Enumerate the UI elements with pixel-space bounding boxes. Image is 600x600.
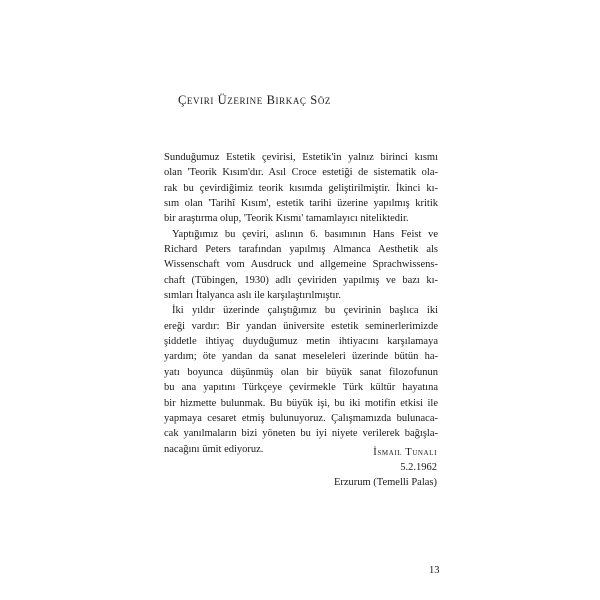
- text-line: chaft (Tübingen, 1930) adlı çeviriden yapılmış ve bazı kı-: [164, 274, 438, 286]
- signature-place: Erzurum (Temelli Palas): [333, 477, 437, 488]
- text-line: Richard Peters tarafından yapılmış Almanca Aesthetik als: [164, 244, 438, 256]
- text-line: ereği vardır: Bir yandan üniversite estetik seminerlerimizde: [164, 320, 438, 332]
- text-line: bir hizmette bulunmak. Bu büyük işi, bu iki motifin etkisi ile: [164, 397, 438, 409]
- text-line: bir araştırma olup, 'Teorik Kısmı' tamamlayıcı niteliktedir.: [164, 213, 409, 225]
- text-line: Wissenschaft vom Ausdruck und allgemeine Sprachwissens-: [164, 259, 438, 271]
- paragraph-1: [164, 150, 438, 227]
- text-line: yatı boyunca düşünmüş olan bir büyük sanat filozofunun: [164, 366, 438, 378]
- paragraph-2: [164, 227, 438, 304]
- body-text: [164, 150, 438, 457]
- text-line: rak bu çevirdiğimiz teorik kısımda geliştirilmiştir. İkinci kı-: [164, 182, 438, 194]
- text-line: cak yanılmaların bizi yöneten bu iyi niyete verilerek bağışla-: [164, 428, 438, 440]
- text-line: yardım; öte yandan da sanat meseleleri üzerinde bütün ha-: [164, 351, 438, 363]
- signature-name: İsmail Tunalı: [373, 447, 437, 458]
- text-line: olan 'Teorik Kısım'dır. Asıl Croce estetiği de sistematik ola-: [164, 167, 438, 179]
- paragraph-3: [164, 303, 438, 456]
- page-number: 13: [429, 565, 440, 576]
- text-line: İki yıldır üzerinde çalıştığımız bu çevirinin başlıca iki: [172, 305, 438, 317]
- text-line: nacağını ümit ediyoruz.: [164, 443, 264, 455]
- text-line: Yaptığımız bu çeviri, aslının 6. basımının Hans Feist ve: [172, 228, 438, 240]
- signature-date: 5.2.1962: [400, 462, 437, 473]
- text-line: bu ana yapıtını Türkçeye çevirmekle Türk kültür hayatına: [164, 382, 438, 394]
- text-line: Sunduğumuz Estetik çevirisi, Estetik'in yalnız birinci kısmı: [164, 152, 438, 163]
- text-line: sım olan 'Tarihî Kısım', estetik tarihi üzerine yapılmış kritik: [164, 198, 438, 210]
- text-line: yapmaya cesaret etmiş bulunuyoruz. Çalışmamızda bulunaca-: [164, 412, 438, 424]
- text-line: sımları İtalyanca aslı ile karşılaştırılmıştır.: [164, 290, 341, 302]
- section-heading: Çeviri Üzerine Birkaç Söz: [178, 93, 332, 107]
- text-line: şiddetle ihtiyaç duyduğumuz metin ihtiyacını karşılamaya: [164, 336, 438, 348]
